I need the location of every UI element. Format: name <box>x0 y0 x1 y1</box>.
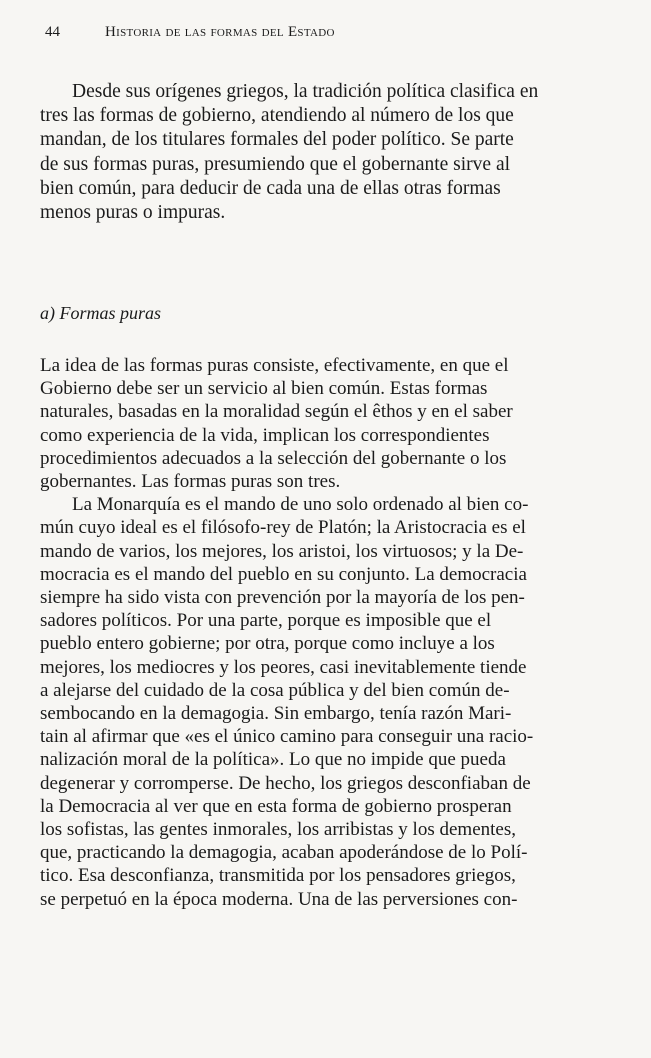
text-line: gobernantes. Las formas puras son tres. <box>40 471 341 493</box>
text-line: mandan, de los titulares formales del poder político. Se parte <box>40 129 514 151</box>
paragraph-formas-puras <box>40 354 650 493</box>
text-line: Gobierno debe ser un servicio al bien común. Estas formas <box>40 378 488 400</box>
text-line: de sus formas puras, presumiendo que el gobernante sirve al <box>40 153 511 175</box>
text-line: mocracia es el mando del pueblo en su conjunto. La democracia <box>40 563 527 585</box>
text-line: sembocando en la demagogia. Sin embargo, tenía razón Mari- <box>40 703 512 725</box>
text-line: procedimientos adecuados a la selección del gobernante o los <box>40 447 507 469</box>
text-line: La idea de las formas puras consiste, efectivamente, en que el <box>40 355 509 376</box>
text-line: como experiencia de la vida, implican los correspondientes <box>40 424 490 446</box>
text-line: La Monarquía es el mando de uno solo ordenado al bien co- <box>72 494 529 516</box>
text-line: degenerar y corromperse. De hecho, los griegos desconfiaban de <box>40 772 531 794</box>
page-number: 44 <box>45 24 60 40</box>
text-line: tain al afirmar que «es el único camino para conseguir una racio- <box>40 726 534 748</box>
text-line: mún cuyo ideal es el filósofo-rey de Platón; la Aristocracia es el <box>40 517 526 539</box>
page-header <box>45 24 335 41</box>
text-line: mejores, los mediocres y los peores, casi inevitablemente tiende <box>40 656 527 678</box>
running-title: Historia de las formas del Estado <box>105 24 335 40</box>
paragraph-monarquia <box>40 493 650 911</box>
text-line: los sofistas, las gentes inmorales, los arribistas y los dementes, <box>40 819 516 841</box>
text-line: bien común, para deducir de cada una de ellas otras formas <box>40 177 501 199</box>
text-line: la Democracia al ver que en esta forma de gobierno prosperan <box>40 795 512 817</box>
text-line: nalización moral de la política». Lo que no impide que pueda <box>40 749 506 771</box>
section-heading: a) Formas puras <box>40 303 162 323</box>
text-line: tres las formas de gobierno, atendiendo al número de los que <box>40 105 514 127</box>
text-line: mando de varios, los mejores, los aristoi, los virtuosos; y la De- <box>40 540 524 562</box>
intro-paragraph <box>40 80 650 225</box>
text-line: sadores políticos. Por una parte, porque es imposible que el <box>40 610 492 632</box>
text-line: a alejarse del cuidado de la cosa pública y del bien común de- <box>40 679 510 701</box>
text-line: Desde sus orígenes griegos, la tradición política clasifica en <box>72 81 539 102</box>
text-line: se perpetuó en la época moderna. Una de las perversiones con- <box>40 888 518 910</box>
body-text <box>40 354 650 911</box>
text-line: menos puras o impuras. <box>40 202 226 224</box>
text-line: pueblo entero gobierne; por otra, porque como incluye a los <box>40 633 495 655</box>
text-line: tico. Esa desconfianza, transmitida por los pensadores griegos, <box>40 865 516 887</box>
text-line: siempre ha sido vista con prevención por la mayoría de los pen- <box>40 587 525 609</box>
text-line: naturales, basadas en la moralidad según el êthos y en el saber <box>40 401 513 423</box>
text-line: que, practicando la demagogia, acaban apoderándose de lo Polí- <box>40 842 528 864</box>
